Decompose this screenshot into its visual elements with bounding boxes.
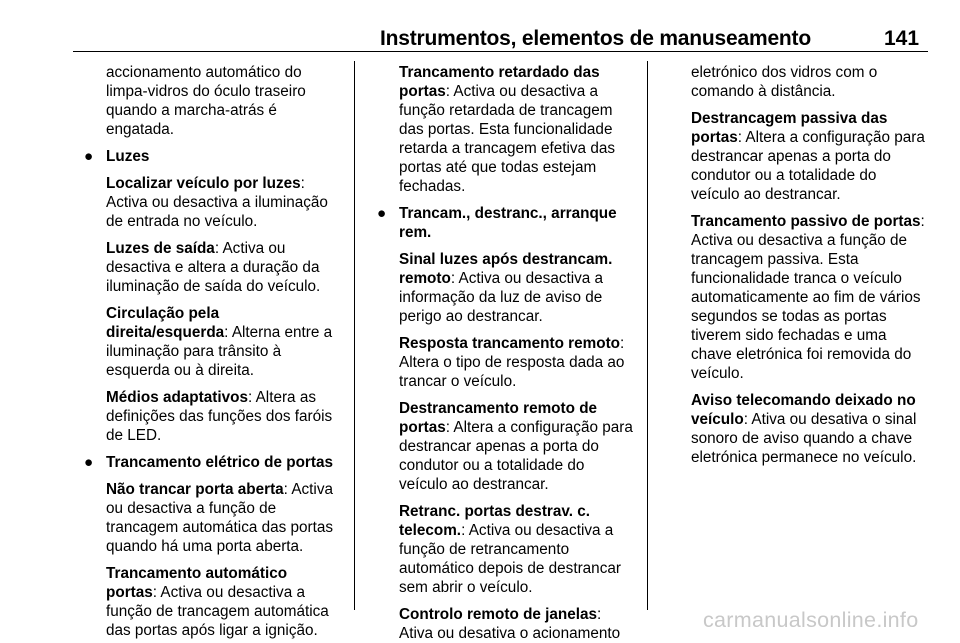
- setting-description: : Activa ou desactiva e altera a duração da iluminação de saída do veículo.: [106, 240, 321, 295]
- setting-term: Trancamento automático portas: [106, 565, 288, 601]
- paragraph: [399, 502, 635, 597]
- setting-term: Destrancagem passiva das portas: [691, 110, 888, 146]
- paragraph: [106, 239, 342, 296]
- list-heading: Trancamento elétrico de portas: [106, 454, 333, 471]
- setting-term: Circulação pela direita/esquerda: [106, 305, 225, 341]
- setting-term: Resposta trancamento remoto: [399, 335, 621, 352]
- setting-description: : Activa ou desactiva a função retardada de trancagem das portas. Esta funcionalidade retarda a trancagem efetiva das portas até que todas estejam fechadas.: [399, 83, 615, 195]
- setting-term: Trancamento retardado das portas: [399, 64, 600, 100]
- page-title: Instrumentos, elementos de manuseamento: [380, 27, 811, 50]
- paragraph: [691, 109, 929, 204]
- paragraph: [691, 391, 929, 467]
- paragraph: [691, 212, 929, 383]
- setting-term: Destrancamento remoto de portas: [399, 400, 598, 436]
- setting-description: : Activa ou desactiva a função de trancagem automática das portas após ligar a ignição.: [106, 584, 329, 639]
- setting-description: : Activa ou desactiva a função de retrancamento automático depois de destrancar sem abrir o veículo.: [399, 522, 621, 596]
- list-item: [84, 147, 342, 166]
- paragraph: [106, 388, 342, 445]
- setting-term: Luzes de saída: [106, 240, 215, 257]
- setting-term: Não trancar porta aberta: [106, 481, 284, 498]
- list-heading: Luzes: [106, 148, 150, 165]
- setting-term: Médios adaptativos: [106, 389, 248, 406]
- setting-description: : Altera a configuração para destrancar apenas a porta do condutor ou a totalidade do veículo ao destrancar.: [399, 419, 633, 493]
- paragraph: eletrónico dos vidros com o comando à distância.: [691, 64, 878, 100]
- setting-description: : Activa ou desactiva a função de trancagem automática das portas quando há uma porta aberta.: [106, 481, 334, 555]
- setting-description: : Altera o tipo de resposta dada ao trancar o veículo.: [399, 335, 625, 390]
- paragraph: [399, 63, 635, 196]
- paragraph: [106, 304, 342, 380]
- bullet-icon: ●: [377, 205, 387, 222]
- setting-term: Sinal luzes após destrancam. remoto: [399, 251, 613, 287]
- list-item: [84, 453, 342, 472]
- paragraph: [106, 174, 342, 231]
- list-item: [377, 204, 635, 242]
- setting-description: : Altera as definições das funções dos faróis de LED.: [106, 389, 333, 444]
- setting-term: Trancamento passivo de portas: [691, 213, 921, 230]
- setting-description: : Ativa ou desativa o acionamento: [399, 606, 621, 642]
- setting-description: : Activa ou desactiva a função de trancagem passiva. Esta funcionalidade tranca o veículo automaticamente ao fim de vários segundos se todas as portas tiverem sido fechadas e uma chave eletrónica foi removida do veículo.: [691, 213, 925, 382]
- bullet-icon: ●: [84, 148, 94, 165]
- paragraph: [399, 250, 635, 326]
- setting-description: : Ativa ou desativa o sinal sonoro de aviso quando a chave eletrónica permanece no veículo.: [691, 411, 917, 466]
- page-number: 141: [884, 27, 920, 50]
- setting-term: Localizar veículo por luzes: [106, 175, 301, 192]
- column-divider-1: [354, 61, 355, 610]
- paragraph: [106, 480, 342, 556]
- watermark: carmanualsonline.info: [703, 608, 919, 632]
- setting-description: : Activa ou desactiva a iluminação de entrada no veículo.: [106, 175, 328, 230]
- column-1: [84, 63, 342, 640]
- setting-description: : Activa ou desactiva a informação da luz de aviso de perigo ao destrancar.: [399, 270, 604, 325]
- column-divider-2: [647, 61, 648, 610]
- setting-description: : Alterna entre a iluminação para trânsito à esquerda ou à direita.: [106, 324, 333, 379]
- paragraph: accionamento automático do limpa-vidros do óculo traseiro quando a marcha-atrás é engatada.: [106, 64, 306, 138]
- paragraph: [399, 334, 635, 391]
- paragraph: [106, 564, 342, 640]
- bullet-icon: ●: [84, 454, 94, 471]
- paragraph: [399, 399, 635, 494]
- paragraph: [399, 605, 635, 643]
- list-heading: Trancam., destranc., arranque rem.: [399, 205, 617, 241]
- header-divider: [73, 51, 928, 52]
- column-3: [691, 63, 929, 467]
- setting-term: Aviso telecomando deixado no veículo: [691, 392, 916, 428]
- setting-term: Controlo remoto de janelas: [399, 606, 598, 623]
- column-2: [377, 63, 635, 643]
- setting-term: Retranc. portas destrav. c. telecom.: [399, 503, 591, 539]
- setting-description: : Altera a configuração para destrancar apenas a porta do condutor ou a totalidade do veículo ao destrancar.: [691, 129, 925, 203]
